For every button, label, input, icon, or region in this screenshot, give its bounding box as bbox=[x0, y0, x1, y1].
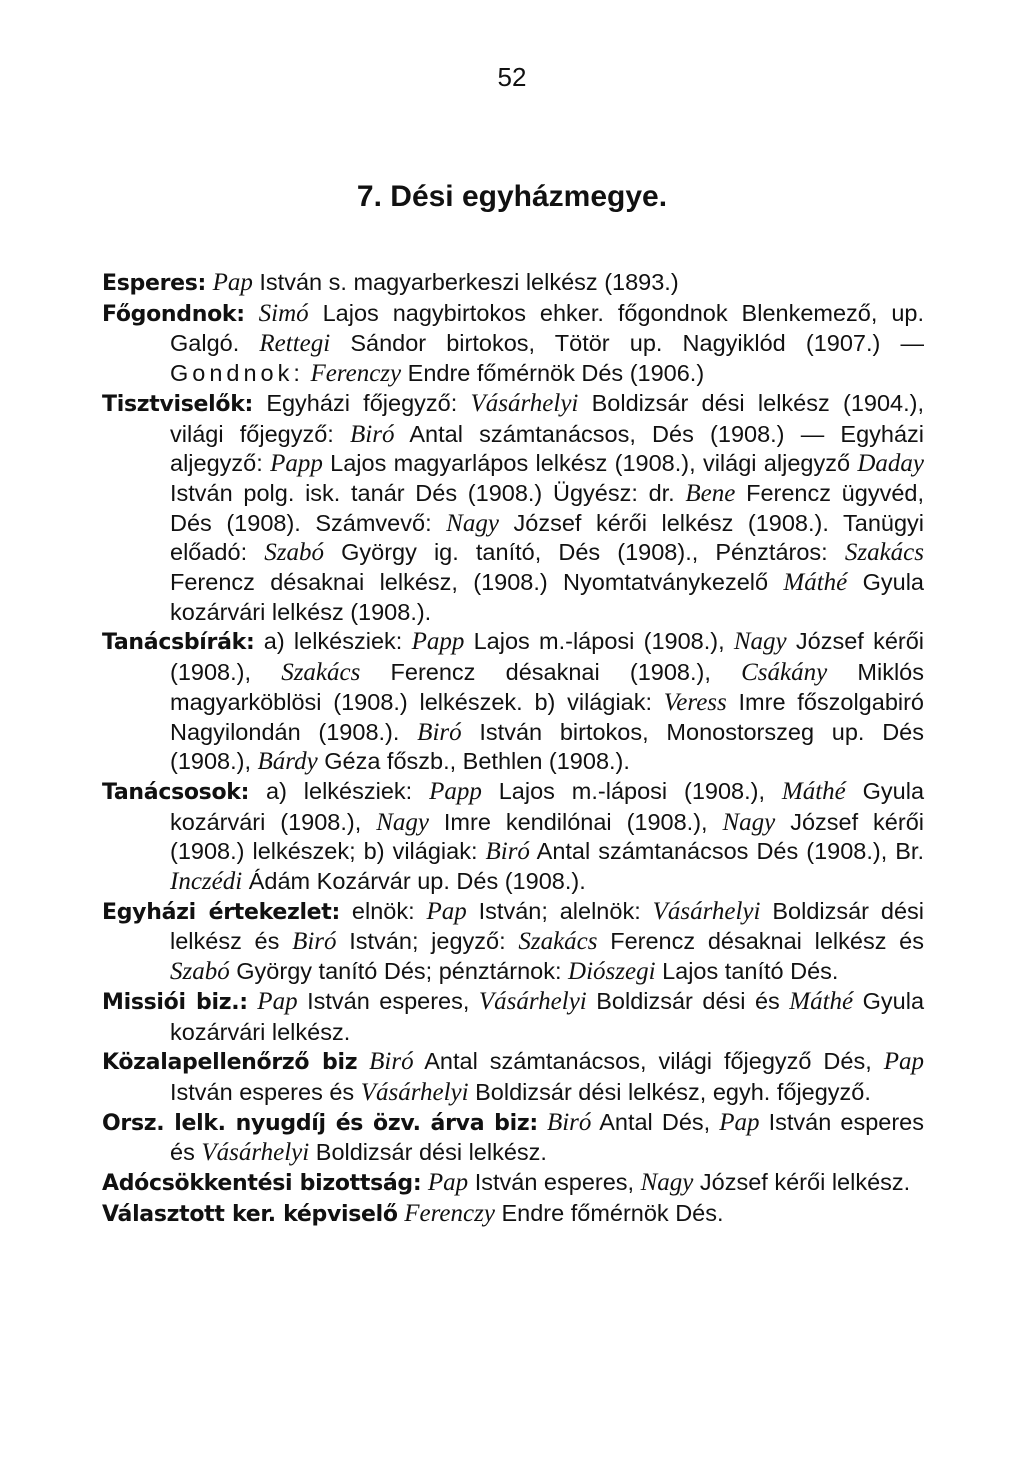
person-surname: Nagy bbox=[376, 808, 429, 836]
entry-text: Ferencz désaknai lelkész és bbox=[597, 928, 924, 955]
entry-text: Antal számtanácsos, világi főjegyző Dés, bbox=[413, 1048, 884, 1075]
person-surname: Csákány bbox=[741, 659, 828, 687]
entry-text: Gyula kozárvári (1908.), bbox=[170, 777, 925, 835]
entry-text: a) lelkésziek: bbox=[263, 628, 412, 655]
person-surname: Nagy bbox=[722, 808, 776, 836]
entry-label: Adócsökkentési bizottság: bbox=[102, 1171, 422, 1197]
person-surname: Biró bbox=[485, 838, 530, 866]
entry-label: Missiói biz.: bbox=[102, 989, 248, 1015]
person-surname: Biró bbox=[292, 928, 337, 956]
entry-text: József kérői lelkész (1908.). Tanügyi előadó: bbox=[170, 509, 924, 566]
person-surname: Pap bbox=[426, 897, 467, 925]
entry-text: István polg. isk. tanár Dés (1908.) Ügyész: dr. bbox=[170, 479, 686, 506]
entry-text: Antal számtanácsos Dés (1908.), Br. bbox=[529, 838, 924, 865]
person-surname: Pap bbox=[257, 987, 298, 1015]
entry-text: Géza főszb., Bethlen (1908.). bbox=[317, 748, 630, 775]
person-surname: Szakács bbox=[844, 539, 924, 567]
entry-text: József kérői lelkész. bbox=[693, 1169, 911, 1196]
entry bbox=[102, 897, 924, 987]
person-surname: Szabó bbox=[170, 958, 230, 986]
entry-text: Sándor birtokos, Tötör up. Nagyiklód (1907.) — bbox=[330, 330, 924, 357]
entry bbox=[102, 777, 924, 897]
entry-label: Tanácsosok: bbox=[102, 779, 250, 805]
entry-text: a) lelkésziek: bbox=[266, 777, 430, 804]
person-surname: Biró bbox=[417, 718, 462, 746]
person-surname: Vásárhelyi bbox=[478, 987, 587, 1015]
entry-text: Ferencz désaknai (1908.), bbox=[360, 659, 742, 686]
person-surname: Papp bbox=[429, 777, 482, 805]
entry-text: Ferencz ügyvéd, Dés (1908). Számvevő: bbox=[170, 479, 924, 536]
entry-text: Lajos magyarlápos lelkész (1908.), világi aljegyző bbox=[322, 450, 858, 477]
person-surname: Vásárhelyi bbox=[470, 389, 579, 417]
person-surname: Bárdy bbox=[257, 748, 318, 776]
person-surname: Biró bbox=[350, 420, 395, 448]
person-surname: Nagy bbox=[733, 628, 787, 656]
entry-text: Boldizsár dési és bbox=[586, 987, 790, 1014]
entry-text: István; alelnök: bbox=[466, 897, 653, 924]
entry-label: Főgondnok: bbox=[102, 301, 245, 327]
entry-text: Boldizsár dési lelkész, egyh. főjegyző. bbox=[468, 1078, 871, 1105]
entry-text: Miklós magyarköblösi (1908.) lelkészek. b) világiak: bbox=[170, 659, 924, 715]
entry bbox=[102, 299, 924, 389]
person-surname: Papp bbox=[270, 450, 323, 478]
entry-text: Gyula kozárvári lelkész (1908.). bbox=[170, 569, 924, 625]
entry-text: Antal Dés, bbox=[591, 1108, 720, 1135]
person-surname: Ferenczy bbox=[310, 360, 402, 388]
person-surname: Rettegi bbox=[259, 330, 331, 358]
entry-label: Tisztviselők: bbox=[102, 391, 254, 417]
person-surname: Inczédi bbox=[170, 868, 243, 896]
person-surname: Ferenczy bbox=[404, 1199, 495, 1227]
person-surname: Biró bbox=[546, 1108, 592, 1136]
entry-text: István esperes és bbox=[170, 1108, 925, 1166]
person-surname: Máthé bbox=[781, 777, 846, 805]
person-surname: Biró bbox=[369, 1048, 414, 1076]
person-surname: Vásárhelyi bbox=[201, 1139, 310, 1167]
entry-label: Közalapellenőrző biz bbox=[102, 1050, 358, 1076]
entry bbox=[102, 1047, 924, 1107]
entry-text: Imre kendilónai (1908.), bbox=[428, 808, 723, 835]
person-surname: Bene bbox=[685, 479, 736, 507]
page-title: 7. Dési egyházmegye. bbox=[356, 180, 668, 213]
entry-label: Egyházi értekezlet: bbox=[102, 899, 341, 925]
person-surname: Szakács bbox=[518, 928, 598, 956]
entry-label: Választott ker. képviselő bbox=[102, 1201, 398, 1227]
person-surname: Pap bbox=[883, 1048, 924, 1076]
person-surname: Pap bbox=[719, 1108, 760, 1136]
person-surname: Veress bbox=[663, 688, 727, 716]
entry-text: István s. magyarberkeszi lelkész (1893.) bbox=[252, 269, 679, 295]
person-surname: Szakács bbox=[281, 659, 361, 687]
page-number: 52 bbox=[497, 62, 527, 92]
entry-text: Antal számtanácsos, Dés (1908.) — Egyházi aljegyző: bbox=[170, 420, 925, 477]
person-surname: Szabó bbox=[264, 539, 324, 567]
person-surname: Pap bbox=[427, 1169, 469, 1197]
person-surname: Simó bbox=[258, 299, 309, 327]
person-surname: Diószegi bbox=[568, 958, 656, 986]
entry-text: Ádám Kozárvár up. Dés (1908.). bbox=[242, 868, 586, 895]
entry-text: elnök: bbox=[351, 897, 427, 924]
person-surname: Vásárhelyi bbox=[652, 897, 761, 925]
person-surname: Máthé bbox=[789, 987, 854, 1015]
entry-text: Endre főmérnök Dés (1906.) bbox=[401, 360, 705, 387]
entry-text: György tanító Dés; pénztárnok: bbox=[229, 958, 569, 985]
entry-text: István; jegyző: bbox=[336, 928, 519, 955]
entry-label: Orsz. lelk. nyugdíj és özv. árva biz: bbox=[102, 1110, 538, 1136]
entry-text: József kérői (1908.), bbox=[170, 628, 925, 686]
entry bbox=[102, 389, 924, 628]
entry-text: István birtokos, Monostorszeg up. Dés (1908.), bbox=[170, 718, 924, 775]
entry-text: Lajos nagybirtokos ehker. főgondnok Blenkemező, up. Galgó. bbox=[170, 299, 924, 357]
entry-text: István esperes, bbox=[297, 987, 479, 1014]
entry-text: Boldizsár dési lelkész (1904.), világi főjegyző: bbox=[170, 389, 924, 447]
entry-text: Endre főmérnök Dés. bbox=[494, 1199, 724, 1226]
entry-text: Imre főszolgabiró Nagyilondán (1908.). bbox=[170, 688, 924, 745]
entry-text: Egyházi főjegyző: bbox=[266, 389, 471, 416]
entries-list bbox=[102, 268, 924, 1230]
entry-text: Boldizsár dési lelkész és bbox=[170, 897, 924, 955]
entry-label: Tanácsbírák: bbox=[102, 630, 255, 656]
entry-text: Boldizsár dési lelkész. bbox=[309, 1139, 547, 1166]
entry-text: Lajos m.-láposi (1908.), bbox=[464, 628, 734, 655]
entry bbox=[102, 1199, 924, 1230]
entry bbox=[102, 1108, 924, 1168]
person-surname: Nagy bbox=[446, 509, 499, 537]
entry-text: Ferencz désaknai lelkész, (1908.) Nyomtatványkezelő bbox=[170, 569, 784, 596]
entry bbox=[102, 1168, 924, 1199]
person-surname: Nagy bbox=[640, 1169, 694, 1197]
person-surname: Pap bbox=[212, 269, 253, 296]
person-surname: Máthé bbox=[783, 569, 848, 597]
entry-text: István esperes és bbox=[170, 1078, 361, 1105]
entry bbox=[102, 627, 924, 777]
entry-text: György ig. tanító, Dés (1908)., Pénztáros: bbox=[323, 539, 845, 566]
entry-text: Gyula kozárvári lelkész. bbox=[170, 987, 925, 1045]
entry-text: Lajos m.-láposi (1908.), bbox=[481, 777, 782, 804]
person-surname: Daday bbox=[857, 450, 924, 478]
entry-text: István esperes, bbox=[468, 1169, 641, 1196]
entry bbox=[102, 987, 924, 1047]
person-surname: Papp bbox=[411, 628, 465, 656]
entry bbox=[102, 268, 924, 299]
entry-label: Esperes: bbox=[102, 271, 207, 296]
person-surname: Vásárhelyi bbox=[360, 1078, 469, 1106]
entry-text: József kérői (1908.) lelkészek; b) világiak: bbox=[170, 808, 924, 865]
sub-label: Gondnok: bbox=[170, 360, 304, 387]
entry-text: Lajos tanító Dés. bbox=[655, 958, 839, 985]
